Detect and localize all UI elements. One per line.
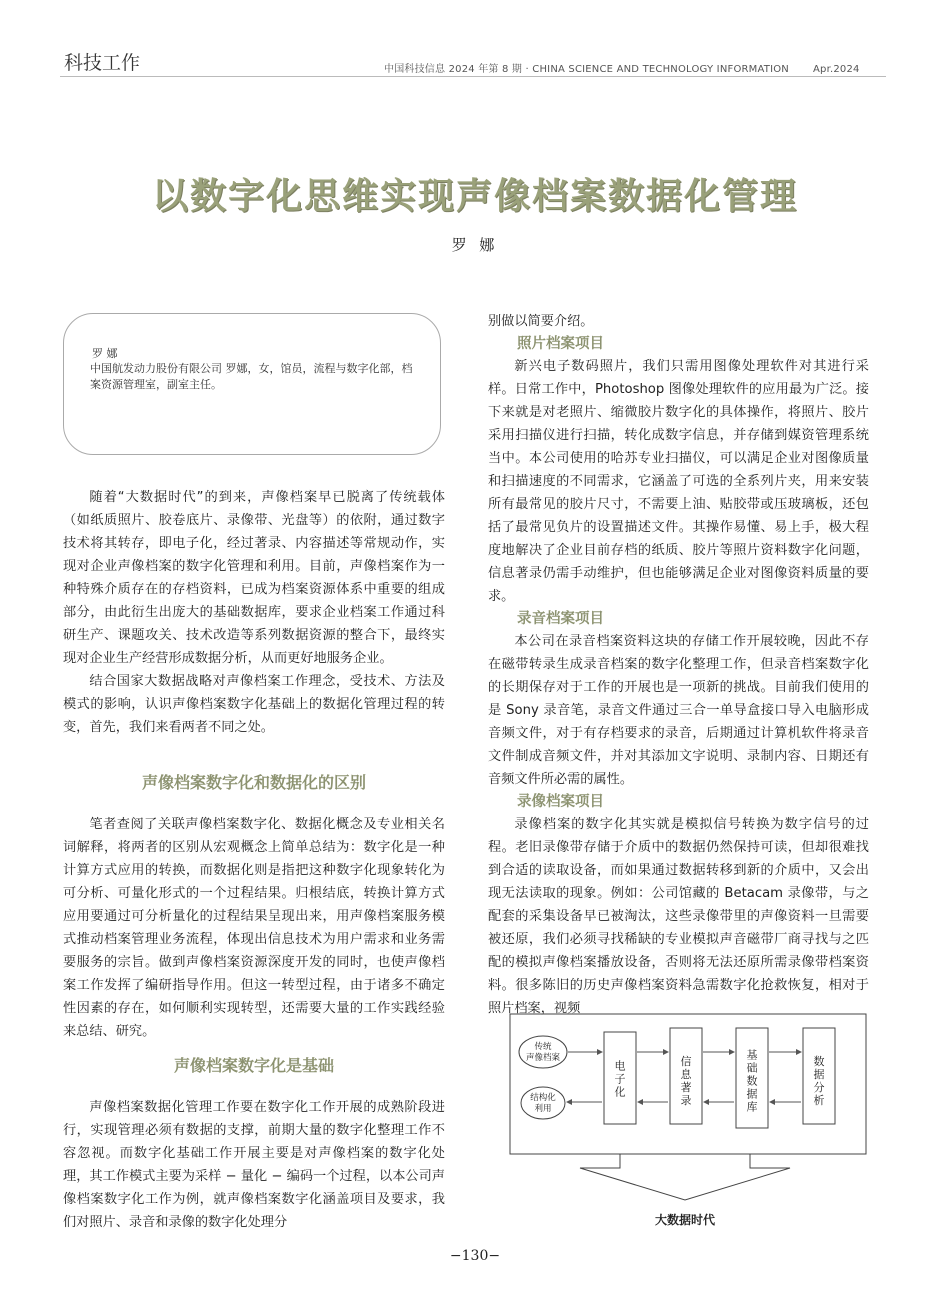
oval-traditional xyxy=(519,1036,567,1068)
label-analysis-char: 据 xyxy=(813,1068,825,1081)
workflow-diagram xyxy=(500,1010,870,1235)
intro-paragraph-1: 随着“大数据时代”的到来，声像档案早已脱离了传统载体（如纸质照片、胶卷底片、录像带、光盘等）的依附，通过数字技术将其转存，即电子化，经过著录、内容描述等常规动作，实现对企业声像档案的数字化管理和利用。目前，声像档案作为一种特殊介质存在的存档资料，已成为档案资源体系中重要的组成部分，由此衍生出庞大的基础数据库，要求企业档案工作通过科研生产、课题攻关、技术改造等系列数据资源的整合下，最终实现对企业生产经营形成数据分析，从而更好地服务企业。 xyxy=(63,490,445,666)
label-analysis-char: 析 xyxy=(813,1094,825,1107)
photo-paragraph: 新兴电子数码照片，我们只需用图像处理软件对其进行采样。日常工作中，Photoshop 图像处理软件的应用最为广泛。接下来就是对老照片、缩微胶片数字化的具体操作，将照片、胶片采用扫描仪进行扫描，转化成数字信息，并存储到媒资管理系统当中。本公司使用的哈苏专业扫描仪，可以满足企业对图像质量和扫描速度的不同需求，它涵盖了可选的全系列片夹，用来安装所有最常见的胶片尺寸，不需要上油、贴胶带或压玻璃板，还包括了最常见负片的设置描述文件。其操作易懂、易上手，极大程度地解决了企业目前存档的纸质、胶片等照片资料数字化问题，信息著录仍需手动维护，但也能够满足企业对图像资料质量的要求。 xyxy=(488,359,869,604)
continuation-line: 别做以简要介绍。 xyxy=(488,314,594,329)
label-cataloging-char: 信 xyxy=(680,1055,692,1068)
left-column-section2 xyxy=(63,1096,445,1234)
label-digitize-char: 子 xyxy=(614,1072,626,1086)
author-box-name: 罗 娜 xyxy=(92,347,118,360)
label-cataloging-char: 著 xyxy=(680,1081,692,1094)
running-head-section: 科技工作 xyxy=(64,52,141,74)
right-column-text xyxy=(488,310,869,1020)
video-paragraph: 录像档案的数字化其实就是模拟信号转换为数字信号的过程。老旧录像带存储于介质中的数据仍然保持可读，但却很难找到合适的读取设备，而如果通过数据转移到新的介质中，又会出现无法读取的现象。例如：公司馆藏的 Betacam 录像带，与之配套的采集设备早已被淘汰，这些录像带里的声像资料一旦需要被还原，我们必须寻找稀缺的专业模拟声音磁带厂商寻找与之匹配的模拟声像档案播放设备，否则将无法还原所需录像带档案资料。很多陈旧的历史声像档案资料急需数字化抢救恢复，相对于照片档案，视频 xyxy=(488,817,869,1016)
left-column-intro xyxy=(63,486,445,739)
label-database-char: 库 xyxy=(746,1100,758,1114)
subheading-photo: 照片档案项目 xyxy=(517,336,604,352)
label-database-char: 基 xyxy=(746,1048,758,1062)
section2-paragraph-1: 声像档案数据化管理工作要在数字化工作开展的成熟阶段进行，实现管理必须有数据的支撑，前期大量的数字化整理工作不容忽视。而数字化基础工作开展主要是对声像档案的数字化处理，其工作模式主要为采样 − 量化 − 编码一个过程，以本公司声像档案数字化工作为例，就声像档案数字化涵盖项目及要求，我们对照片、录音和录像的数字化处理分 xyxy=(63,1100,445,1230)
author-box-bio: 中国航发动力股份有限公司 罗娜，女，馆员，流程与数字化部，档案资源管理室，副室主任。 xyxy=(90,362,413,391)
oval2-line1: 结构化 xyxy=(530,1093,556,1103)
label-digitize-char: 电 xyxy=(614,1059,626,1073)
label-analysis-char: 数 xyxy=(813,1055,825,1068)
subheading-audio: 录音档案项目 xyxy=(517,611,604,627)
subheading-video: 录像档案项目 xyxy=(517,794,604,810)
article-author: 罗 娜 xyxy=(451,236,499,254)
journal-date: Apr.2024 xyxy=(812,64,860,75)
section1-paragraph-1: 笔者查阅了关联声像档案数字化、数据化概念及专业相关名词解释，将两者的区别从宏观概念上简单总结为：数字化是一种计算方式应用的转换，而数据化则是指把这种数字化现象转化为可分析、可量化形式的一个过程结果。归根结底，转换计算方式应用要通过可分析量化的过程结果呈现出来，用声像档案服务模式推动档案管理业务流程，体现出信息技术为用户需求和业务需要服务的宗旨。做到声像档案资源深度开发的同时，也使声像档案工作发挥了编研指导作用。但这一转型过程，由于诸多不确定性因素的存在，如何顺利实现转型，还需要大量的工作实践经验来总结、研究。 xyxy=(63,817,445,1039)
label-cataloging-char: 息 xyxy=(680,1068,692,1081)
audio-paragraph: 本公司在录音档案资料这块的存储工作开展较晚，因此不存在磁带转录生成录音档案的数字化整理工作，但录音档案数字化的长期保存对于工作的开展也是一项新的挑战。目前我们使用的是 Sony 录音笔，录音文件通过三合一单导盒接口导入电脑形成音频文件，对于有存档要求的录音，后期通过计算机软件将录音文件制成音频文件，并对其添加文字说明、录制内容、日期还有音频文件所必需的属性。 xyxy=(488,634,869,787)
oval-structured-use xyxy=(521,1087,565,1119)
intro-paragraph-2: 结合国家大数据战略对声像档案工作理念，受技术、方法及模式的影响，认识声像档案数字化基础上的数据化管理过程的转变，首先，我们来看两者不同之处。 xyxy=(63,674,445,735)
oval1-line1: 传统 xyxy=(534,1042,552,1052)
label-database-char: 础 xyxy=(746,1061,758,1075)
oval1-line2: 声像档案 xyxy=(525,1053,561,1063)
diagram-caption: 大数据时代 xyxy=(654,1213,716,1227)
label-digitize-char: 化 xyxy=(614,1085,626,1099)
label-cataloging-char: 录 xyxy=(680,1094,692,1107)
journal-info: 中国科技信息 2024 年第 8 期 · CHINA SCIENCE AND TECHNOLOGY INFORMATION xyxy=(384,64,789,75)
page-number: −130− xyxy=(449,1248,501,1264)
label-database-char: 数 xyxy=(746,1074,758,1088)
header-rule xyxy=(60,76,886,77)
article-title: 以数字化思维实现声像档案数据化管理 xyxy=(151,176,798,217)
funnel-arrow xyxy=(580,1154,790,1200)
oval2-line2: 利用 xyxy=(534,1104,552,1114)
left-column-section1 xyxy=(63,813,445,1043)
label-database-char: 据 xyxy=(746,1087,758,1101)
section-heading-2: 声像档案数字化是基础 xyxy=(173,1056,334,1075)
section-heading-1: 声像档案数字化和数据化的区别 xyxy=(141,773,366,792)
label-analysis-char: 分 xyxy=(813,1081,825,1094)
running-head-journal xyxy=(384,60,860,75)
